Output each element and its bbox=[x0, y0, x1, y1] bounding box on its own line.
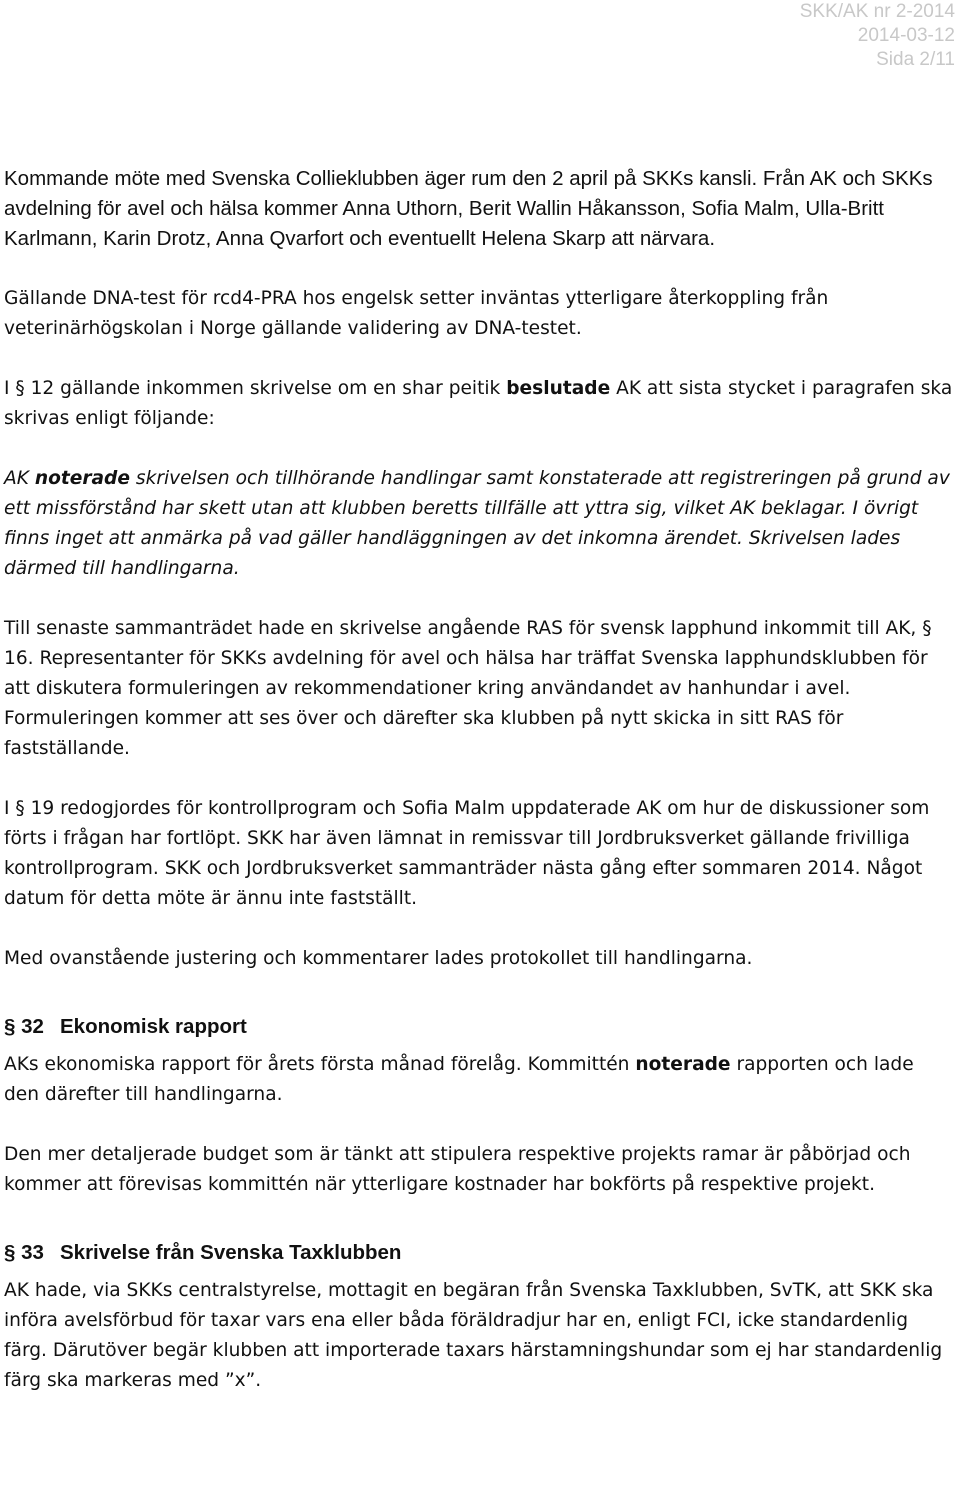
section-32-number: § 32 bbox=[4, 1015, 44, 1038]
section-33-heading bbox=[4, 1238, 954, 1268]
doc-date: 2014-03-12 bbox=[857, 25, 955, 46]
paragraph-kontrollprogram: I § 19 redogjordes för kontrollprogram och Sofia Malm uppdaterade AK om hur de diskussioner som förts i frågan har fortlöpt. SKK har även lämnat in remissvar till Jordbruksverket gällande frivilliga kontrollprogram. SKK och Jordbruksverket sammanträder nästa gång efter sommaren 2014. Något datum för detta möte är ännu inte fastställt. bbox=[4, 798, 930, 909]
paragraph-taxklubben: AK hade, via SKKs centralstyrelse, mottagit en begäran från Svenska Taxklubben, SvTK, att SKK ska införa avelsförbud för taxar vars ena eller båda föräldradjur har en, enligt FCI, icke standardenlig färg. Därutöver begär klubben att importerade taxars härstamningshundar som ej har standardenlig färg ska markeras med ”x”. bbox=[4, 1280, 943, 1391]
paragraph-budget: Den mer detaljerade budget som är tänkt att stipulera respektive projekts ramar är påbörjad och kommer att förevisas kommittén när ytterligare kostnader har bokförts på respektive projekt. bbox=[4, 1144, 911, 1195]
document-body bbox=[4, 164, 954, 1426]
paragraph-collie-meeting: Kommande möte med Svenska Collieklubben äger rum den 2 april på SKKs kansli. Från AK och SKKs avdelning för avel och hälsa kommer Anna Uthorn, Berit Wallin Håkansson, Sofia Malm, Ulla-Britt Karlmann, Karin Drotz, Anna Qvarfort och eventuellt Helena Skarp att närvara. bbox=[4, 167, 933, 250]
paragraph-lapphund-ras: Till senaste sammanträdet hade en skrivelse angående RAS för svensk lapphund inkommit till AK, § 16. Representanter för SKKs avdelning för avel och hälsa har träffat Svenska lapphundsklubben för att diskutera formuleringen av rekommendationer kring användandet av hanhundar i avel. Formuleringen kommer att ses över och därefter ska klubben på nytt skicka in sitt RAS för fastställande. bbox=[4, 618, 932, 759]
paragraph-dna-test: Gällande DNA-test för rcd4-PRA hos engelsk setter inväntas ytterligare återkoppling från veterinärhögskolan i Norge gällande validering av DNA-testet. bbox=[4, 288, 829, 339]
paragraph-quoted-decision: AK noterade skrivelsen och tillhörande handlingar samt konstaterade att registreringen på grund av ett missförstånd har skett utan att klubben beretts tillfälle att yttra sig, vilket AK beklagar. I övrigt finns inget att anmärka på vad gäller handläggningen av det inkomna ärendet. Skrivelsen lades därmed till handlingarna. bbox=[4, 468, 950, 579]
section-32-title: Ekonomisk rapport bbox=[60, 1015, 247, 1038]
paragraph-economic-report: AKs ekonomiska rapport för årets första månad förelåg. Kommittén noterade rapporten och lade den därefter till handlingarna. bbox=[4, 1054, 914, 1105]
page-header bbox=[800, 0, 955, 72]
paragraph-shar-pei: I § 12 gällande inkommen skrivelse om en shar peitik beslutade AK att sista stycket i paragrafen ska skrivas enligt följande: bbox=[4, 378, 953, 429]
section-33-title: Skrivelse från Svenska Taxklubben bbox=[60, 1241, 402, 1264]
page-number: Sida 2/11 bbox=[876, 49, 955, 70]
doc-id: SKK/AK nr 2-2014 bbox=[799, 1, 955, 22]
paragraph-protocol-approved: Med ovanstående justering och kommentarer lades protokollet till handlingarna. bbox=[4, 948, 753, 969]
section-33-number: § 33 bbox=[4, 1241, 44, 1264]
section-32-heading bbox=[4, 1012, 954, 1042]
